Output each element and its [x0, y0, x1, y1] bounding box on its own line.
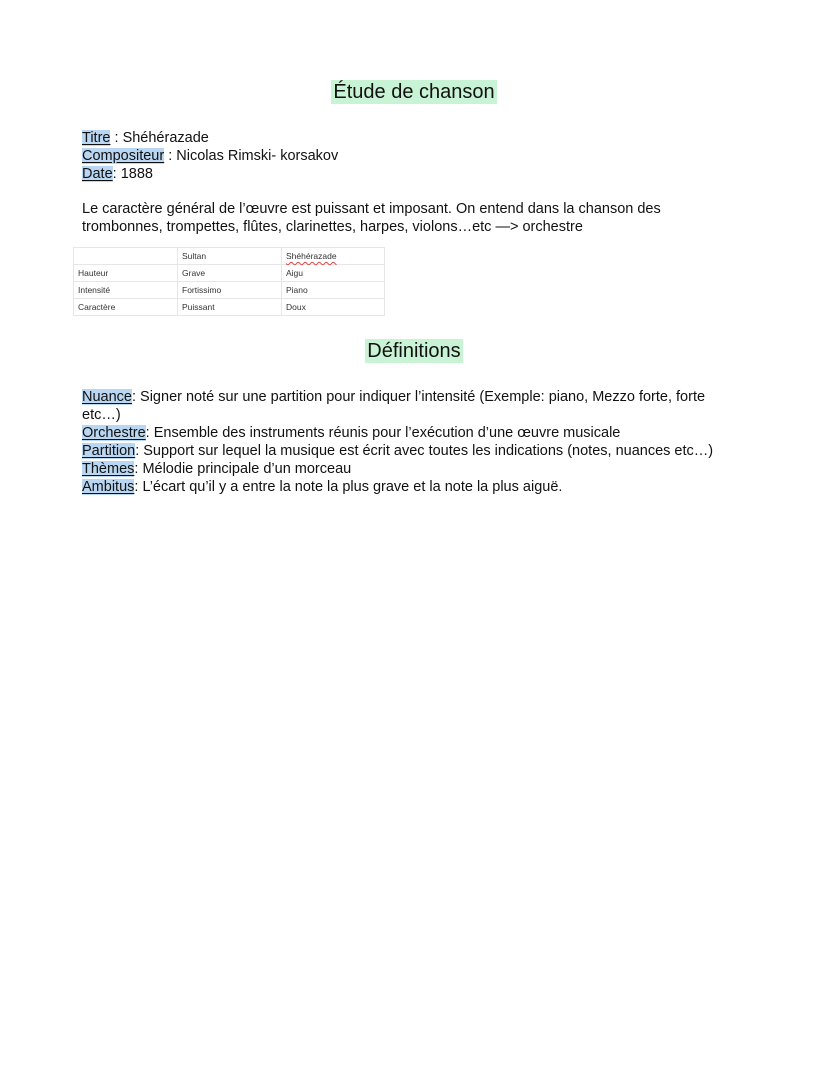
info-line-composer: [82, 147, 338, 165]
table-cell: Puissant: [178, 299, 282, 316]
description-paragraph: Le caractère général de l’œuvre est puissant et imposant. On entend dans la chanson des trombonnes, trompettes, flûtes, clarinettes, harpes, violons…etc —> orchestre: [82, 201, 661, 235]
table-cell: [282, 248, 385, 265]
table-cell: Piano: [282, 282, 385, 299]
table-header-cell: Shéhérazade: [286, 251, 337, 261]
definition-text: : L’écart qu’il y a entre la note la plus grave et la note la plus aiguë.: [134, 479, 563, 495]
table-cell: Intensité: [74, 282, 178, 299]
info-line-date: [82, 165, 338, 183]
definition-text: : Signer noté sur une partition pour indiquer l’intensité (Exemple: piano, Mezzo forte, forte etc…): [82, 389, 706, 423]
info-value: Shéhérazade: [122, 130, 209, 146]
definition-term: Ambitus: [82, 479, 135, 495]
definitions-title: Définitions: [367, 340, 461, 362]
definition-text: : Support sur lequel la musique est écrit avec toutes les indications (notes, nuances etc…): [135, 443, 714, 459]
table-row: [74, 299, 385, 316]
table-cell: Aigu: [282, 265, 385, 282]
definition-item: [82, 460, 742, 478]
table-cell: Doux: [282, 299, 385, 316]
info-key: Titre: [82, 130, 111, 146]
definition-item: [82, 478, 742, 496]
info-line-title: [82, 129, 338, 147]
definition-term: Nuance: [82, 389, 132, 405]
info-value: Nicolas Rimski- korsakov: [176, 148, 339, 164]
table-cell: Grave: [178, 265, 282, 282]
table-cell: Fortissimo: [178, 282, 282, 299]
info-key: Date: [82, 166, 113, 182]
table-cell: Sultan: [178, 248, 282, 265]
definition-item: [82, 424, 742, 442]
table-cell: Caractère: [74, 299, 178, 316]
info-value: 1888: [120, 166, 153, 182]
info-sep: :: [110, 130, 123, 146]
definition-item: [82, 388, 742, 424]
song-info: [82, 129, 338, 183]
definition-text: : Ensemble des instruments réunis pour l’exécution d’une œuvre musicale: [145, 425, 621, 441]
definitions-title-wrap: [0, 339, 828, 363]
definitions-list: [82, 388, 742, 496]
table-header-row: [74, 248, 385, 265]
main-title: Étude de chanson: [333, 81, 495, 103]
definition-item: [82, 442, 742, 460]
table-row: [74, 282, 385, 299]
table-cell: [74, 248, 178, 265]
info-key: Compositeur: [82, 148, 165, 164]
comparison-table: [73, 247, 385, 316]
table-cell: Hauteur: [74, 265, 178, 282]
definition-term: Orchestre: [82, 425, 146, 441]
info-sep: :: [112, 166, 121, 182]
definition-term: Partition: [82, 443, 136, 459]
main-title-wrap: [0, 80, 828, 104]
definition-text: : Mélodie principale d’un morceau: [134, 461, 352, 477]
definition-term: Thèmes: [82, 461, 135, 477]
table-row: [74, 265, 385, 282]
info-sep: :: [164, 148, 177, 164]
